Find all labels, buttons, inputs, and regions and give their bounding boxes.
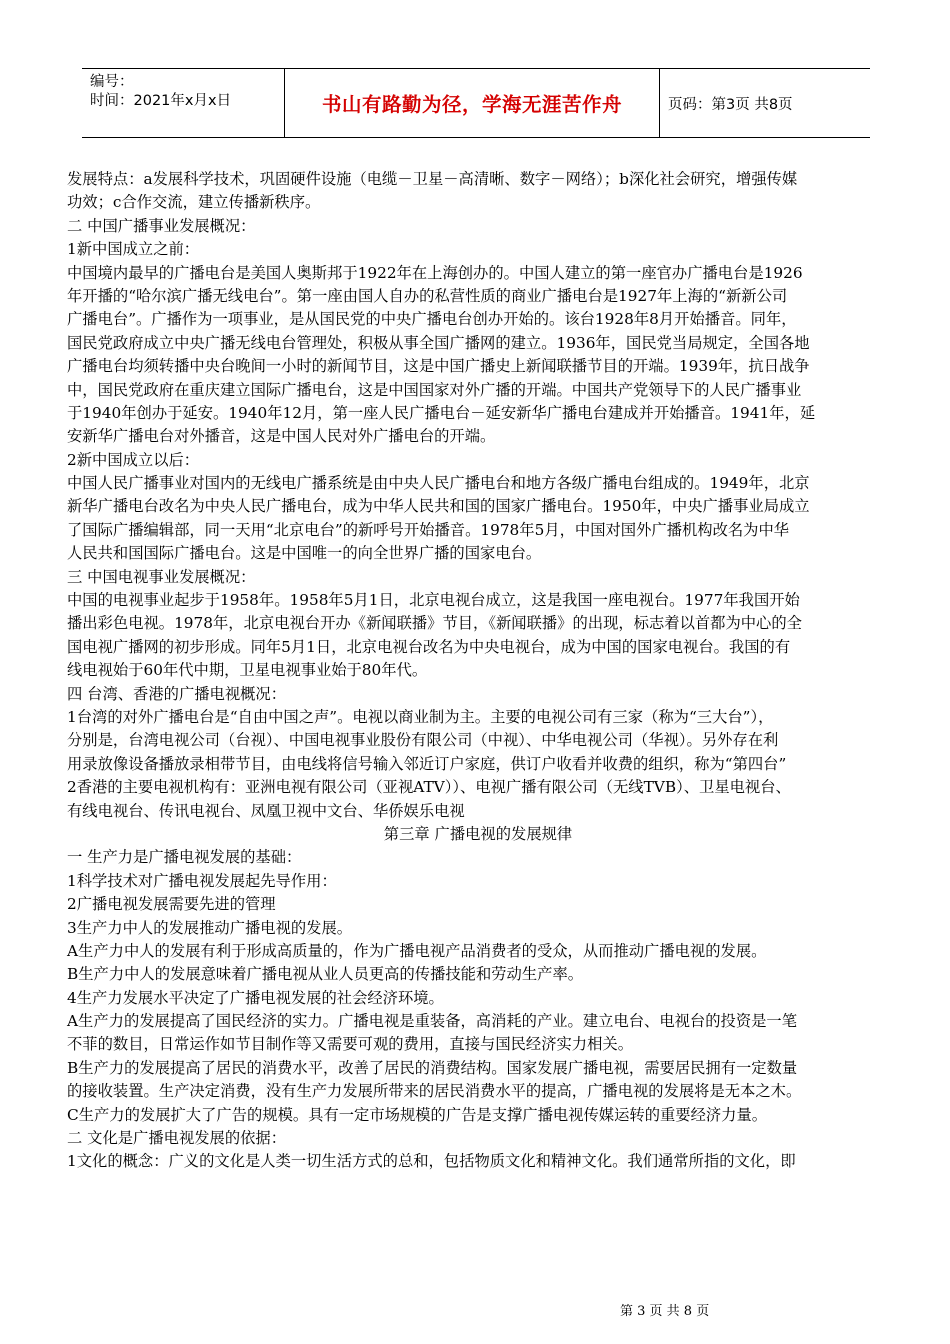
text-line: 2新中国成立以后： (67, 450, 200, 469)
text-line: A生产力的发展提高了国民经济的实力。广播电视是重装备，高消耗的产业。建立电台、电视台的投资是一笔 (67, 1012, 798, 1031)
text-line: 二 文化是广播电视发展的依据： (67, 1129, 287, 1148)
header-meta-cell (82, 69, 284, 137)
text-line: 中国的电视事业起步于1958年。1958年5月1日，北京电视台成立，这是我国一座电视台。1977年我国开始 (67, 591, 800, 610)
text-line: 4生产力发展水平决定了广播电视发展的社会经济环境。 (67, 988, 444, 1007)
text-line: 播出彩色电视。1978年，北京电视台开办《新闻联播》节目，《新闻联播》的出现，标志着以首都为中心的全 (67, 614, 802, 633)
text-line: B生产力的发展提高了居民的消费水平，改善了居民的消费结构。国家发展广播电视，需要居民拥有一定数量 (67, 1058, 798, 1077)
text-line: 于1940年创办于延安。1940年12月，第一座人民广播电台－延安新华广播电台建成并开始播音。1941年，延 (67, 403, 816, 422)
text-line: A生产力中人的发展有利于形成高质量的，作为广播电视产品消费者的受众，从而推动广播电视的发展。 (67, 941, 767, 960)
text-line: 1文化的概念：广义的文化是人类一切生活方式的总和，包括物质文化和精神文化。我们通常所指的文化，即 (67, 1152, 796, 1171)
text-line: 中，国民党政府在重庆建立国际广播电台，这是中国国家对外广播的开端。中国共产党领导下的人民广播事业 (67, 380, 802, 399)
header-page-cell (660, 69, 870, 137)
text-line: 二 中国广播事业发展概况： (67, 216, 256, 235)
text-line: 1台湾的对外广播电台是“自由中国之声”。电视以商业制为主。主要的电视公司有三家（称为“三大台”）， (67, 707, 774, 726)
text-line: 线电视始于60年代中期，卫星电视事业始于80年代。 (67, 661, 428, 680)
text-line: 新华广播电台改名为中央人民广播电台，成为中华人民共和国的国家广播电台。1950年，中央广播事业局成立 (67, 497, 810, 516)
header-table (82, 68, 870, 138)
text-line: 2香港的主要电视机构有：亚洲电视有限公司（亚视ATV））、电视广播有限公司（无线TVB）、卫星电视台、 (67, 778, 791, 797)
text-line: 四 台湾、香港的广播电视概况： (67, 684, 287, 703)
text-line: 发展特点：a发展科学技术，巩固硬件设施（电缆－卫星－高清晰、数字－网络）；b深化社会研究，增强传媒 (67, 170, 798, 188)
text-line: 的接收装置。生产决定消费，没有生产力发展所带来的居民消费水平的提高，广播电视的发展将是无本之木。 (67, 1082, 802, 1101)
text-line: 1科学技术对广播电视发展起先导作用： (67, 871, 337, 890)
text-line: C生产力的发展扩大了广告的规模。具有一定市场规模的广告是支撑广播电视传媒运转的重要经济力量。 (67, 1105, 768, 1124)
text-line: 年开播的“哈尔滨广播无线电台”。第一座由国人自办的私营性质的商业广播电台是1927年上海的“新新公司 (67, 286, 788, 305)
text-line: 用录放像设备播放录相带节目，由电线将信号输入邻近订户家庭，供订户收看并收费的组织，称为“第四台” (67, 754, 787, 773)
page-footer: 第 3 页 共 8 页 (620, 1304, 710, 1319)
text-line: 3生产力中人的发展推动广播电视的发展。 (67, 918, 353, 937)
text-line: 分别是，台湾电视公司（台视）、中国电视事业股份有限公司（中视）、中华电视公司（华视）。另外存在利 (67, 731, 779, 750)
header-motto-cell (284, 69, 660, 137)
document-date: 时间：2021年x月x日 (90, 93, 232, 109)
text-line: 1新中国成立之前： (67, 240, 200, 259)
text-line: 广播电台”。广播作为一项事业，是从国民党的中央广播电台创办开始的。该台1928年8月开始播音。同年， (67, 310, 797, 329)
text-line: 2广播电视发展需要先进的管理 (67, 895, 276, 914)
text-line: 功效；c合作交流，建立传播新秩序。 (67, 193, 321, 212)
text-line: B生产力中人的发展意味着广播电视从业人员更高的传播技能和劳动生产率。 (67, 965, 584, 984)
text-line: 有线电视台、传讯电视台、凤凰卫视中文台、华侨娱乐电视 (67, 801, 465, 820)
document-body (67, 168, 889, 1174)
text-line: 安新华广播电台对外播音，这是中国人民对外广播电台的开端。 (67, 427, 496, 446)
text-line: 人民共和国国际广播电台。这是中国唯一的向全世界广播的国家电台。 (67, 544, 542, 563)
chapter-title: 第三章 广播电视的发展规律 (383, 824, 573, 843)
text-line: 国电视广播网的初步形成。同年5月1日，北京电视台改名为中央电视台，成为中国的国家电视台。我国的有 (67, 637, 791, 656)
document-number: 编号： (90, 74, 134, 90)
text-line: 中国人民广播事业对国内的无线电广播系统是由中央人民广播电台和地方各级广播电台组成的。1949年，北京 (67, 474, 810, 493)
text-line: 三 中国电视事业发展概况： (67, 567, 256, 586)
text-line: 广播电台均须转播中央台晚间一小时的新闻节目，这是中国广播史上新闻联播节目的开端。1939年，抗日战争 (67, 357, 810, 376)
text-line: 一 生产力是广播电视发展的基础： (67, 848, 302, 867)
text-line: 了国际广播编辑部，同一天用“北京电台”的新呼号开始播音。1978年5月，中国对国外广播机构改名为中华 (67, 520, 790, 539)
text-line: 中国境内最早的广播电台是美国人奥斯邦于1922年在上海创办的。中国人建立的第一座官办广播电台是1926 (67, 263, 803, 282)
text-line: 不菲的数目，日常运作如节目制作等又需要可观的费用，直接与国民经济实力相关。 (67, 1035, 633, 1054)
page-indicator: 页码：第3页 共8页 (668, 96, 793, 113)
text-line: 国民党政府成立中央广播无线电台管理处，积极从事全国广播网的建立。1936年，国民党当局规定，全国各地 (67, 333, 810, 352)
motto-text: 书山有路勤为径，学海无涯苦作舟 (321, 93, 622, 116)
